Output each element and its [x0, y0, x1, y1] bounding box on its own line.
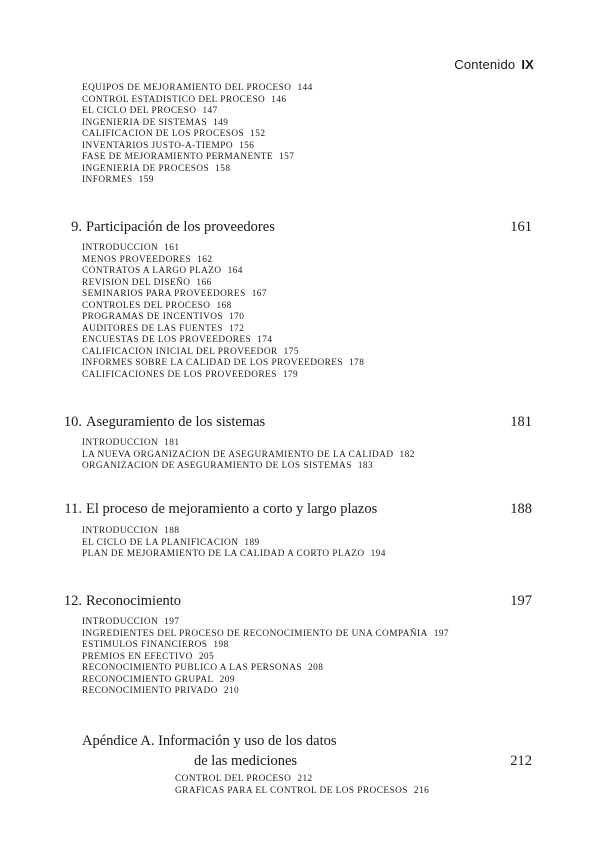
page-folio: IX	[521, 57, 534, 72]
prev-chapter-entries	[82, 83, 313, 187]
entry-page: 175	[283, 346, 299, 357]
entry-title: GRAFICAS PARA EL CONTROL DE LOS PROCESOS	[175, 785, 408, 796]
entry-title: CALIFICACION DE LOS PROCESOS	[82, 129, 245, 139]
toc-entry	[82, 640, 449, 652]
chapter-heading-10[interactable]	[58, 413, 532, 431]
chapter-number: 12.	[63, 593, 82, 609]
entry-title: ENCUESTAS DE LOS PROVEEDORES	[82, 335, 252, 345]
toc-entry	[82, 663, 449, 675]
entry-title: INTRODUCCION	[82, 526, 159, 536]
entry-title: RECONOCIMIENTO GRUPAL	[82, 674, 214, 685]
entry-page: 144	[297, 83, 313, 93]
entry-page: 181	[164, 438, 180, 448]
toc-entry	[82, 289, 364, 301]
chapter-title: Aseguramiento de los sistemas	[86, 414, 266, 430]
entry-page: 172	[229, 323, 245, 334]
toc-entry	[82, 675, 449, 687]
entry-title: RECONOCIMIENTO PRIVADO	[82, 686, 218, 696]
toc-entry	[82, 243, 364, 255]
entry-page: 188	[164, 526, 180, 536]
entry-page: 197	[433, 628, 450, 639]
toc-entry	[82, 617, 449, 629]
entry-title: SEMINARIOS PARA PROVEEDORES	[82, 289, 246, 299]
entry-title: CONTROL ESTADISTICO DEL PROCESO	[82, 94, 266, 105]
appendix-page: 212	[510, 753, 532, 769]
toc-entry	[82, 450, 415, 462]
toc-entry	[82, 129, 313, 141]
entry-title: EQUIPOS DE MEJORAMIENTO DEL PROCESO	[82, 83, 292, 93]
chapter-number: 11.	[64, 501, 82, 517]
entry-title: FASE DE MEJORAMIENTO PERMANENTE	[82, 152, 274, 162]
entry-title: REVISION DEL DISEÑO	[82, 277, 191, 288]
entry-title: INTRODUCCION	[82, 243, 159, 253]
entry-page: 212	[297, 774, 313, 784]
entry-page: 157	[279, 152, 295, 162]
entry-page: 216	[413, 785, 430, 796]
toc-entry	[82, 266, 364, 278]
chapter-9-entries	[82, 243, 364, 381]
entry-title: INGENIERIA DE PROCESOS	[82, 163, 210, 174]
entry-page: 179	[282, 369, 299, 380]
entry-page: 208	[308, 663, 324, 673]
appendix-title-line2: de las mediciones	[194, 753, 298, 769]
chapter-number: 9.	[71, 219, 82, 235]
toc-entry	[82, 164, 313, 176]
toc-entry	[82, 255, 364, 267]
toc-entry	[82, 538, 386, 550]
toc-entry	[175, 786, 429, 798]
toc-entry	[82, 526, 386, 538]
entry-page: 162	[197, 254, 213, 265]
toc-entry	[82, 461, 415, 473]
entry-page: 152	[250, 129, 266, 139]
entry-title: INTRODUCCION	[82, 438, 159, 448]
chapter-number: 10.	[63, 414, 82, 430]
toc-entry	[82, 278, 364, 290]
entry-page: 167	[251, 289, 267, 299]
chapter-page: 181	[510, 414, 532, 430]
entry-title: ESTIMULOS FINANCIEROS	[82, 640, 208, 650]
chapter-title: Participación de los proveedores	[86, 219, 275, 235]
entry-title: INGREDIENTES DEL PROCESO DE RECONOCIMIENTO DE UNA COMPAÑIA	[82, 628, 428, 639]
toc-entry	[82, 347, 364, 359]
entry-page: 189	[244, 537, 260, 548]
appendix-heading[interactable]	[82, 731, 532, 771]
entry-title: PREMIOS EN EFECTIVO	[82, 651, 193, 662]
entry-page: 149	[213, 117, 229, 128]
toc-entry	[82, 95, 313, 107]
entry-page: 147	[202, 106, 218, 116]
entry-title: CALIFICACIONES DE LOS PROVEEDORES	[82, 369, 277, 380]
running-head-label: Contenido	[454, 57, 516, 72]
appendix-entries	[175, 774, 429, 797]
chapter-heading-11[interactable]	[58, 500, 532, 518]
entry-page: 164	[227, 266, 243, 276]
entry-page: 158	[215, 163, 231, 174]
entry-title: CALIFICACION INICIAL DEL PROVEEDOR	[82, 346, 278, 357]
entry-title: LA NUEVA ORGANIZACION DE ASEGURAMIENTO DE LA CALIDAD	[82, 449, 394, 460]
entry-title: INVENTARIOS JUSTO-A-TIEMPO	[82, 140, 234, 151]
toc-entry	[82, 370, 364, 382]
entry-page: 197	[164, 617, 180, 627]
entry-page: 168	[216, 300, 232, 311]
entry-title: RECONOCIMIENTO PUBLICO A LAS PERSONAS	[82, 663, 303, 673]
toc-entry	[82, 335, 364, 347]
chapter-12-entries	[82, 617, 449, 698]
entry-page: 156	[239, 140, 255, 151]
entry-page: 183	[357, 461, 374, 471]
toc-entry	[82, 312, 364, 324]
chapter-title: El proceso de mejoramiento a corto y largo plazos	[86, 501, 378, 517]
entry-page: 210	[223, 686, 240, 696]
entry-title: MENOS PROVEEDORES	[82, 254, 192, 265]
appendix-title-line1: Apéndice A. Información y uso de los datos	[82, 733, 337, 749]
entry-title: ORGANIZACION DE ASEGURAMIENTO DE LOS SISTEMAS	[82, 461, 352, 471]
entry-title: INFORMES	[82, 175, 133, 185]
entry-title: INTRODUCCION	[82, 617, 159, 627]
chapter-10-entries	[82, 438, 415, 473]
chapter-title: Reconocimiento	[86, 593, 182, 609]
entry-title: PLAN DE MEJORAMIENTO DE LA CALIDAD A CORTO PLAZO	[82, 549, 365, 559]
entry-page: 174	[257, 335, 273, 345]
entry-page: 205	[198, 651, 215, 662]
toc-entry	[175, 774, 429, 786]
entry-title: INFORMES SOBRE LA CALIDAD DE LOS PROVEEDORES	[82, 358, 344, 368]
entry-title: CONTROL DEL PROCESO	[175, 774, 292, 784]
toc-entry	[82, 438, 415, 450]
toc-entry	[82, 324, 364, 336]
entry-page: 209	[219, 674, 235, 685]
toc-entry	[82, 118, 313, 130]
entry-page: 146	[271, 94, 287, 105]
chapter-page: 188	[510, 501, 532, 517]
entry-title: PROGRAMAS DE INCENTIVOS	[82, 312, 224, 322]
toc-entry	[82, 629, 449, 641]
toc-entry	[82, 141, 313, 153]
entry-title: CONTROLES DEL PROCESO	[82, 300, 211, 311]
entry-title: CONTRATOS A LARGO PLAZO	[82, 266, 222, 276]
toc-entry	[82, 175, 313, 187]
entry-title: EL CICLO DEL PROCESO	[82, 106, 197, 116]
entry-title: INGENIERIA DE SISTEMAS	[82, 117, 208, 128]
toc-entry	[82, 301, 364, 313]
chapter-11-entries	[82, 526, 386, 561]
toc-entry	[82, 83, 313, 95]
entry-page: 194	[370, 549, 386, 559]
entry-page: 159	[138, 175, 154, 185]
chapter-page: 197	[510, 593, 532, 609]
chapter-heading-12[interactable]	[58, 592, 532, 610]
entry-page: 178	[349, 358, 365, 368]
entry-page: 166	[196, 277, 212, 288]
entry-page: 198	[213, 640, 229, 650]
toc-entry	[82, 106, 313, 118]
toc-entry	[82, 549, 386, 561]
chapter-heading-9[interactable]	[58, 218, 532, 236]
toc-entry	[82, 358, 364, 370]
toc-entry	[82, 686, 449, 698]
chapter-page: 161	[510, 219, 532, 235]
toc-entry	[82, 652, 449, 664]
entry-page: 182	[399, 449, 415, 460]
entry-title: EL CICLO DE LA PLANIFICACION	[82, 537, 239, 548]
entry-page: 161	[164, 243, 180, 253]
entry-page: 170	[229, 312, 245, 322]
entry-title: AUDITORES DE LAS FUENTES	[82, 323, 224, 334]
running-head	[454, 57, 534, 72]
toc-entry	[82, 152, 313, 164]
